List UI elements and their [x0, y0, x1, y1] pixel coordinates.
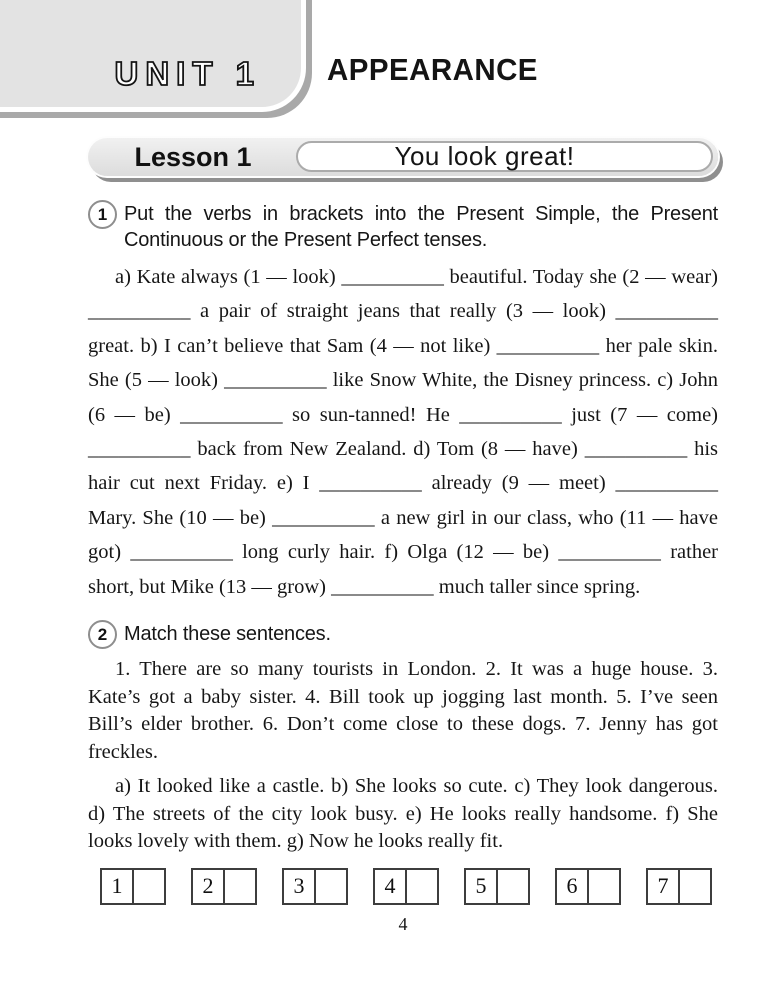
answer-number-cell: 7 [646, 868, 680, 905]
exercise-2-instruction: Match these sentences. [124, 623, 331, 646]
answer-empty-cell [223, 868, 257, 905]
lesson-bar [88, 138, 718, 176]
answer-pair-7 [646, 868, 712, 905]
answer-boxes-row [100, 868, 712, 905]
answer-number-cell: 5 [464, 868, 498, 905]
answer-empty-cell [405, 868, 439, 905]
exercise-1-number-badge: 1 [88, 200, 117, 229]
answer-empty-cell [678, 868, 712, 905]
exercise-2 [88, 621, 718, 905]
lesson-title: You look great! [394, 141, 575, 171]
exercise-2-sentences: 1. There are so many tourists in London. 2. It was a huge house. 3. Kate’s got a baby sister. 4. Bill took up jogging last month. 5. I’ve seen Bill’s elder brother. 6. Don’t come close to these dogs. 7. Jenny has got freckles. [88, 658, 718, 763]
page-number: 4 [398, 913, 408, 934]
exercise-2-header [88, 621, 718, 649]
answer-pair-6 [555, 868, 621, 905]
answer-number-cell: 1 [100, 868, 134, 905]
answer-empty-cell [132, 868, 166, 905]
answer-empty-cell [496, 868, 530, 905]
answer-number-cell: 2 [191, 868, 225, 905]
answer-number-cell: 3 [282, 868, 316, 905]
answer-pair-5 [464, 868, 530, 905]
answer-pair-4 [373, 868, 439, 905]
lesson-label: Lesson 1 [134, 141, 252, 172]
answer-pair-3 [282, 868, 348, 905]
exercise-2-options: a) It looked like a castle. b) She looks so cute. c) They look dangerous. d) The streets of the city look busy. e) He looks really handsome. f) She looks lovely with them. g) Now he looks really fit. [88, 775, 718, 853]
exercise-1-header [88, 201, 718, 253]
unit-title: APPEARANCE [327, 52, 538, 87]
exercise-1-body: a) Kate always (1 — look) __________ beautiful. Today she (2 — wear) __________ a pair of straight jeans that really (3 — look) __________ great. b) I can’t believe that Sam (4 — not like) __________ her pale skin. She (5 — look) __________ like Snow White, the Disney princess. c) John (6 — be) __________ so sun-tanned! He __________ just (7 — come) __________ back from New Zealand. d) Tom (8 — have) __________ his hair cut next Friday. e) I __________ already (9 — meet) __________ Mary. She (10 — be) __________ a new girl in our class, who (11 — have got) __________ long curly hair. f) Olga (12 — be) __________ rather short, but Mike (13 — grow) __________ much taller since spring. [88, 266, 718, 598]
answer-pair-1 [100, 868, 166, 905]
answer-number-cell: 6 [555, 868, 589, 905]
lesson-title-pill [296, 141, 713, 172]
answer-empty-cell [314, 868, 348, 905]
page-content [88, 0, 718, 935]
exercise-1 [88, 201, 718, 604]
unit-label: UNIT 1 [114, 55, 261, 92]
answer-empty-cell [587, 868, 621, 905]
answer-pair-2 [191, 868, 257, 905]
exercise-2-number-badge: 2 [88, 620, 117, 649]
answer-number-cell: 4 [373, 868, 407, 905]
exercise-1-instruction: Put the verbs in brackets into the Present Simple, the Present Continuous or the Present Perfect tenses. [124, 203, 718, 251]
